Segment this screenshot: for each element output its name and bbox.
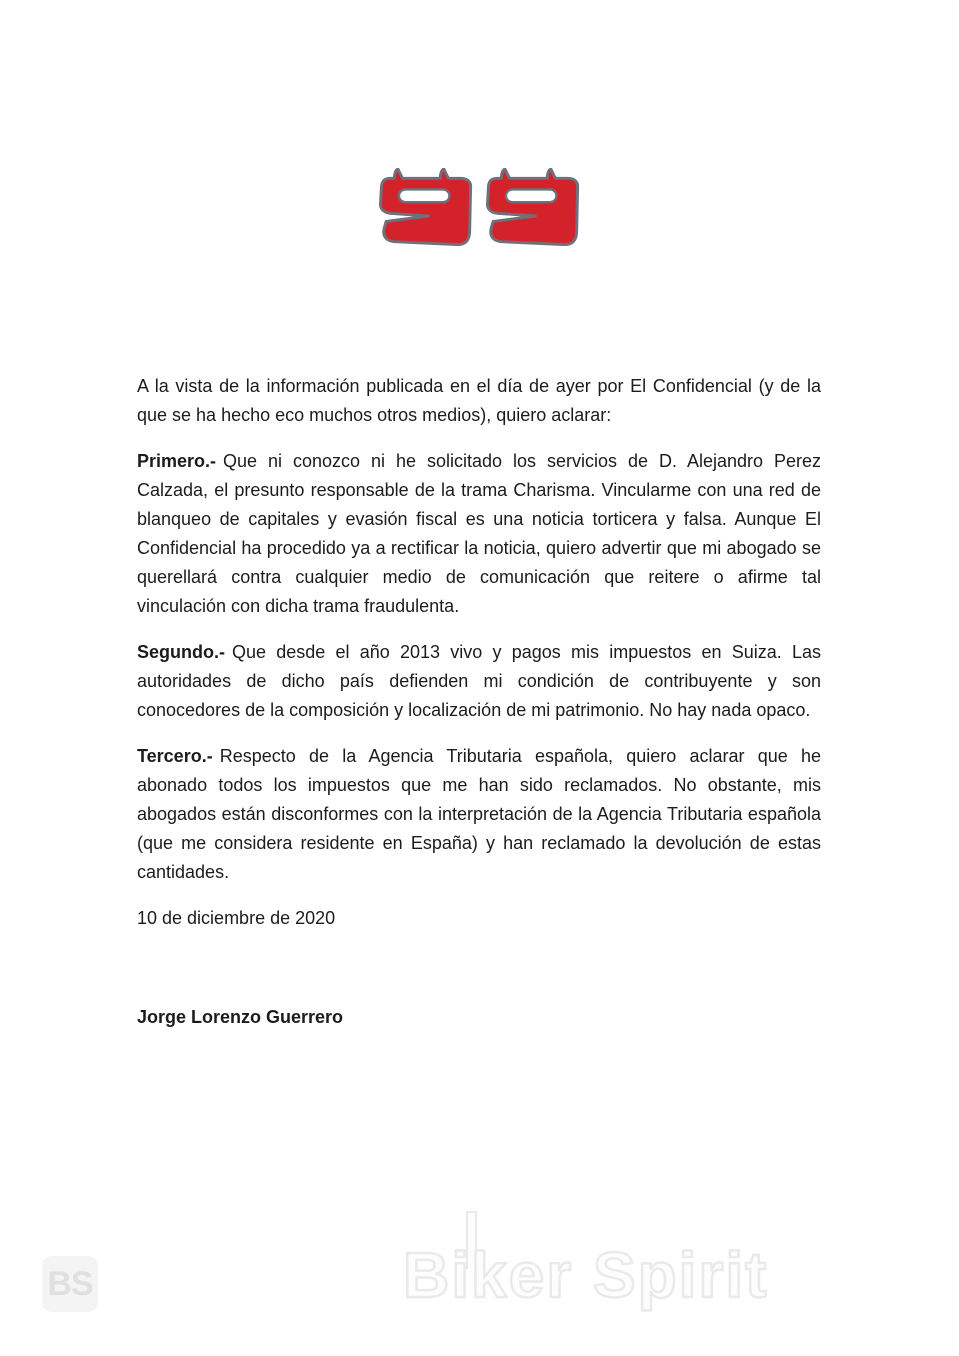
intro-text: A la vista de la información publicada en el día de ayer por El Confidencial (y de la que se ha hecho eco muchos otros medios), quiero aclarar: <box>137 376 821 425</box>
paragraph-tercero <box>137 742 821 887</box>
bs-watermark-badge <box>42 1256 98 1312</box>
section-text-tercero: Respecto de la Agencia Tributaria española, quiero aclarar que he abonado todos los impuestos que me han sido reclamados. No obstante, mis abogados están disconformes con la interpretación de la Agencia Tributaria española (que me considera residente en España) y han reclamado la devolución de estas cantidades. <box>137 746 821 882</box>
signature-name: Jorge Lorenzo Guerrero <box>137 1007 344 1027</box>
lorenzo-99-logo <box>376 168 584 253</box>
section-label-primero: Primero.- <box>137 451 217 471</box>
section-text-segundo: Que desde el año 2013 vivo y pagos mis impuestos en Suiza. Las autoridades de dicho país defienden mi condición de contribuyente y son conocedores de la composición y localización de mi patrimonio. No hay nada opaco. <box>137 642 821 720</box>
bs-badge-text: BS <box>47 1264 93 1303</box>
nine-digit-icon <box>483 168 584 253</box>
section-label-tercero: Tercero.- <box>137 746 213 766</box>
biker-spirit-watermark: Biker Spirit <box>403 1239 769 1311</box>
nine-digit-icon <box>376 168 477 253</box>
statement-body <box>137 372 821 1032</box>
date-line: 10 de diciembre de 2020 <box>137 908 336 928</box>
section-text-primero: Que ni conozco ni he solicitado los servicios de D. Alejandro Perez Calzada, el presunto responsable de la trama Charisma. Vincularme con una red de blanqueo de capitales y evasión fiscal es una noticia torticera y falsa. Aunque El Confidencial ha procedido ya a rectificar la noticia, quiero advertir que mi abogado se querellará contra cualquier medio de comunicación que reitere o afirme tal vinculación con dicha trama fraudulenta. <box>137 451 821 616</box>
paragraph-intro <box>137 372 821 430</box>
paragraph-segundo <box>137 638 821 725</box>
section-label-segundo: Segundo.- <box>137 642 225 662</box>
paragraph-primero <box>137 447 821 621</box>
